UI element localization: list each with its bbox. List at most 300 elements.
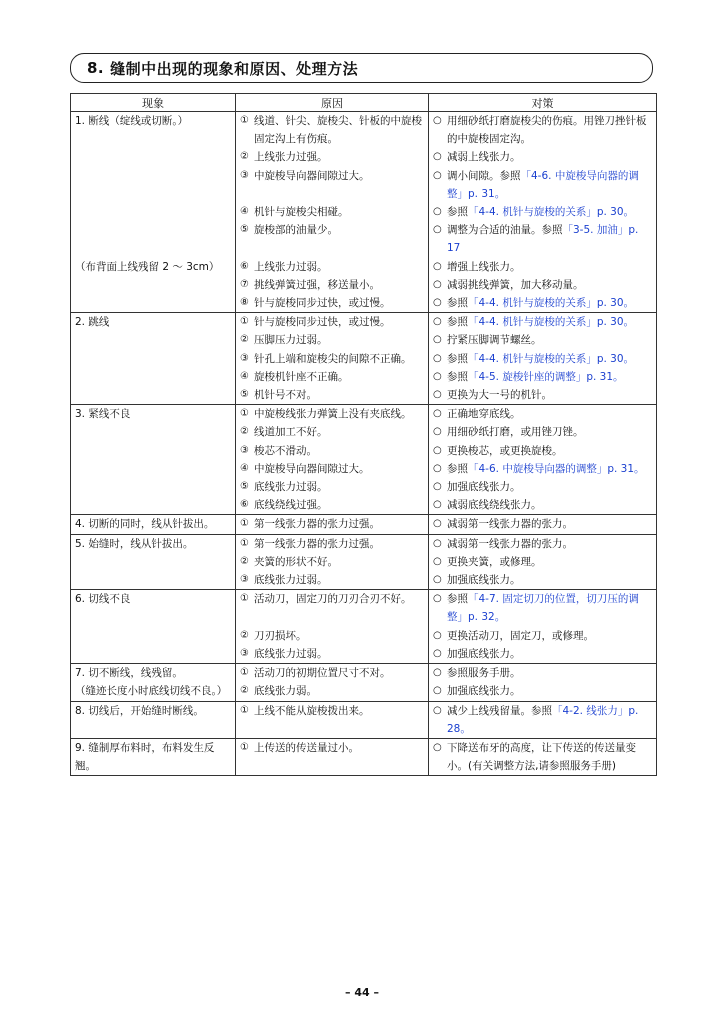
- solution-plain: 减弱第一线张力器的张力。: [447, 518, 573, 531]
- cause-text: 上传送的传送量过小。: [254, 741, 359, 754]
- solution-cell: [429, 682, 657, 701]
- cause-line: [240, 221, 425, 239]
- cause-line: [240, 423, 425, 441]
- table-row: [71, 442, 657, 460]
- solution-cell: [429, 167, 657, 203]
- cause-text: 中旋梭线张力弹簧上没有夹底线。: [254, 408, 412, 421]
- cause-text: 针与旋梭同步过快，或过慢。: [254, 316, 391, 329]
- cause-line: [240, 276, 425, 294]
- cause-cell: [236, 423, 429, 441]
- solution-cell: [429, 258, 657, 276]
- solution-plain: 增强上线张力。: [447, 260, 521, 273]
- solution-text: [447, 148, 653, 166]
- solution-cell: [429, 627, 657, 645]
- cause-number: ③: [240, 169, 249, 181]
- cause-line: [240, 112, 425, 148]
- phenomenon-text: 5. 始缝时，线从针拔出。: [75, 537, 194, 550]
- phenomenon-cell: [71, 460, 236, 478]
- table-row: [71, 258, 657, 276]
- solution-line: [433, 682, 653, 700]
- solution-cell: [429, 313, 657, 332]
- solution-line: [433, 496, 653, 514]
- cause-cell: [236, 664, 429, 683]
- solution-line: [433, 368, 653, 386]
- solution-text: [447, 460, 653, 478]
- solution-line: [433, 294, 653, 312]
- cause-line: [240, 590, 425, 608]
- phenomenon-cell: [71, 313, 236, 332]
- phenomenon-cell: [71, 221, 236, 257]
- solution-cell: [429, 405, 657, 424]
- table-row: [71, 368, 657, 386]
- cause-number: ①: [240, 704, 249, 716]
- table-row: [71, 571, 657, 590]
- cause-line: [240, 313, 425, 331]
- cause-cell: [236, 645, 429, 664]
- solution-cell: [429, 515, 657, 534]
- phenomenon-text: 2. 跳线: [75, 316, 110, 329]
- solution-line: [433, 739, 653, 775]
- cause-number: ⑦: [240, 278, 249, 290]
- circle-icon: ○: [433, 370, 442, 382]
- cause-line: [240, 496, 425, 514]
- solution-cell: [429, 460, 657, 478]
- cause-number: ④: [240, 206, 249, 218]
- phenomenon-cell: [71, 553, 236, 571]
- table-row: [71, 460, 657, 478]
- section-number: 8.: [87, 59, 105, 77]
- reference-link[interactable]: 「4-2. 线张力」p. 28。: [447, 704, 639, 735]
- circle-icon: ○: [433, 462, 442, 474]
- phenomenon-text: 4. 切断的同时，线从针拔出。: [75, 518, 215, 531]
- reference-link[interactable]: 「4-6. 中旋梭导向器的调整」p. 31。: [468, 462, 645, 475]
- solution-plain: 减弱底线绕线张力。: [447, 499, 542, 512]
- cause-text: 中旋梭导向器间隙过大。: [254, 169, 370, 182]
- phenomenon-cell: [71, 203, 236, 221]
- circle-icon: ○: [433, 334, 442, 346]
- solution-line: [433, 627, 653, 645]
- table-row: [71, 148, 657, 166]
- solution-plain: 用细砂纸打磨，或用锉刀锉。: [447, 426, 584, 439]
- circle-icon: ○: [433, 169, 442, 181]
- cause-cell: [236, 496, 429, 515]
- solution-line: [433, 203, 653, 221]
- cause-cell: [236, 590, 429, 627]
- solution-plain: 减弱第一线张力器的张力。: [447, 537, 573, 550]
- solution-cell: [429, 645, 657, 664]
- table-row: [71, 112, 657, 149]
- solution-text: [447, 682, 653, 700]
- cause-number: ⑤: [240, 224, 249, 236]
- solution-text: [447, 645, 653, 663]
- cause-line: [240, 535, 425, 553]
- circle-icon: ○: [433, 537, 442, 549]
- solution-plain: 加强底线张力。: [447, 647, 521, 660]
- cause-line: [240, 203, 425, 221]
- solution-text: [447, 702, 653, 738]
- reference-link[interactable]: 「3-5. 加油」p. 17: [447, 224, 639, 255]
- solution-plain: 拧紧压脚调节螺丝。: [447, 334, 542, 347]
- cause-line: [240, 294, 425, 312]
- table-row: [71, 496, 657, 515]
- cause-cell: [236, 276, 429, 294]
- cause-cell: [236, 701, 429, 738]
- solution-line: [433, 702, 653, 738]
- cause-line: [240, 627, 425, 645]
- cause-number: ②: [240, 685, 249, 697]
- circle-icon: ○: [433, 151, 442, 163]
- circle-icon: ○: [433, 667, 442, 679]
- solution-plain: 减弱上线张力。: [447, 151, 521, 164]
- cause-line: [240, 478, 425, 496]
- cause-text: 第一线张力器的张力过强。: [254, 518, 380, 531]
- phenomenon-cell: [71, 148, 236, 166]
- cause-number: ①: [240, 408, 249, 420]
- circle-icon: ○: [433, 574, 442, 586]
- solution-plain: 调小间隙。参照: [447, 169, 521, 182]
- circle-icon: ○: [433, 685, 442, 697]
- cause-line: [240, 553, 425, 571]
- cause-text: 底线张力弱。: [254, 685, 317, 698]
- phenomenon-text: 9. 缝制厚布料时，布料发生反翘。: [75, 741, 215, 773]
- solution-line: [433, 590, 653, 626]
- reference-link[interactable]: 「4-4. 机针与旋梭的关系」p. 30。: [468, 316, 635, 329]
- circle-icon: ○: [433, 518, 442, 530]
- cause-number: ①: [240, 593, 249, 605]
- circle-icon: ○: [433, 426, 442, 438]
- reference-link[interactable]: 「4-4. 机针与旋梭的关系」p. 30。: [468, 297, 635, 310]
- cause-text: 上线不能从旋梭拨出来。: [254, 704, 370, 717]
- solution-cell: [429, 331, 657, 349]
- solution-line: [433, 167, 653, 203]
- solution-plain: 加强底线张力。: [447, 574, 521, 587]
- cause-cell: [236, 167, 429, 203]
- solution-text: [447, 368, 653, 386]
- solution-plain: 参照: [447, 593, 468, 606]
- header-phenomenon: 现象: [71, 94, 236, 112]
- solution-line: [433, 112, 653, 148]
- reference-link[interactable]: 「4-7. 固定切刀的位置，切刀压的调整」p. 32。: [447, 593, 639, 624]
- table-row: [71, 553, 657, 571]
- cause-text: 夹簧的形状不好。: [254, 555, 338, 568]
- table-row: [71, 590, 657, 627]
- cause-number: ⑥: [240, 499, 249, 511]
- solution-cell: [429, 496, 657, 515]
- table-row: [71, 478, 657, 496]
- solution-plain: 参照: [447, 352, 468, 365]
- solution-plain: 参照: [447, 206, 468, 219]
- cause-text: 压脚压力过弱。: [254, 334, 328, 347]
- phenomenon-text: 6. 切线不良: [75, 593, 131, 606]
- header-solution: 对策: [429, 94, 657, 112]
- circle-icon: ○: [433, 260, 442, 272]
- solution-line: [433, 350, 653, 368]
- cause-number: ①: [240, 316, 249, 328]
- cause-text: 第一线张力器的张力过强。: [254, 537, 380, 550]
- cause-number: ⑥: [240, 260, 249, 272]
- cause-line: [240, 148, 425, 166]
- table-row: [71, 645, 657, 664]
- table-row: [71, 386, 657, 405]
- phenomenon-cell: [71, 738, 236, 775]
- table-row: [71, 682, 657, 701]
- phenomenon-cell: [71, 645, 236, 664]
- cause-cell: [236, 148, 429, 166]
- cause-cell: [236, 478, 429, 496]
- solution-line: [433, 276, 653, 294]
- cause-text: 底线张力过弱。: [254, 574, 328, 587]
- solution-text: [447, 112, 653, 148]
- solution-cell: [429, 664, 657, 683]
- solution-plain: 减少上线残留量。参照: [447, 704, 552, 717]
- solution-text: [447, 442, 653, 460]
- phenomenon-text: 7. 切不断线，线残留。: [75, 667, 183, 680]
- solution-line: [433, 515, 653, 533]
- solution-text: [447, 167, 653, 203]
- cause-line: [240, 571, 425, 589]
- phenomenon-cell: [71, 405, 236, 424]
- phenomenon-cell: [71, 590, 236, 627]
- cause-text: 活动刀，固定刀的刀刃合刃不好。: [254, 593, 412, 606]
- table-row: [71, 313, 657, 332]
- solution-line: [433, 386, 653, 404]
- cause-line: [240, 515, 425, 533]
- cause-cell: [236, 112, 429, 149]
- solution-text: [447, 423, 653, 441]
- circle-icon: ○: [433, 115, 442, 126]
- solution-line: [433, 478, 653, 496]
- cause-text: 中旋梭导向器间隙过大。: [254, 462, 370, 475]
- solution-plain: 调整为合适的油量。参照: [447, 224, 563, 237]
- circle-icon: ○: [433, 499, 442, 511]
- solution-cell: [429, 738, 657, 775]
- cause-line: [240, 702, 425, 720]
- cause-line: [240, 739, 425, 757]
- solution-text: [447, 313, 653, 331]
- solution-line: [433, 535, 653, 553]
- cause-cell: [236, 313, 429, 332]
- solution-plain: 正确地穿底线。: [447, 408, 521, 421]
- solution-plain: 参照: [447, 462, 468, 475]
- solution-cell: [429, 571, 657, 590]
- solution-plain: 更换夹簧，或修理。: [447, 555, 542, 568]
- cause-line: [240, 368, 425, 386]
- cause-cell: [236, 331, 429, 349]
- cause-number: ①: [240, 518, 249, 530]
- solution-text: [447, 739, 653, 775]
- solution-plain: 用细砂纸打磨旋梭尖的伤痕。用锉刀挫针板的中旋梭固定沟。: [447, 115, 647, 146]
- cause-text: 线道加工不好。: [254, 426, 328, 439]
- circle-icon: ○: [433, 389, 442, 401]
- cause-text: 底线绕线过强。: [254, 499, 328, 512]
- circle-icon: ○: [433, 444, 442, 456]
- reference-link[interactable]: 「4-6. 中旋梭导向器的调整」p. 31。: [447, 169, 639, 200]
- table-row: [71, 203, 657, 221]
- cause-cell: [236, 627, 429, 645]
- solution-text: [447, 258, 653, 276]
- cause-number: ⑤: [240, 389, 249, 401]
- solution-cell: [429, 478, 657, 496]
- cause-text: 机针与旋梭尖相碰。: [254, 206, 349, 219]
- solution-cell: [429, 350, 657, 368]
- cause-number: ③: [240, 574, 249, 586]
- cause-cell: [236, 350, 429, 368]
- cause-cell: [236, 553, 429, 571]
- cause-number: ⑤: [240, 481, 249, 493]
- table-row: [71, 350, 657, 368]
- solution-cell: [429, 442, 657, 460]
- cause-number: ④: [240, 462, 249, 474]
- cause-text: 旋梭部的油量少。: [254, 224, 338, 237]
- cause-line: [240, 405, 425, 423]
- cause-cell: [236, 442, 429, 460]
- cause-line: [240, 350, 425, 368]
- cause-number: ③: [240, 444, 249, 456]
- reference-link[interactable]: 「4-5. 旋梭针座的调整」p. 31。: [468, 370, 624, 383]
- circle-icon: ○: [433, 555, 442, 567]
- table-row: [71, 423, 657, 441]
- solution-plain: 更换活动刀，固定刀，或修理。: [447, 629, 594, 642]
- circle-icon: ○: [433, 408, 442, 420]
- cause-text: 活动刀的初期位置尺寸不对。: [254, 667, 391, 680]
- phenomenon-cell: [71, 423, 236, 441]
- section-title: [70, 53, 653, 83]
- phenomenon-cell: [71, 442, 236, 460]
- solution-cell: [429, 221, 657, 257]
- cause-cell: [236, 386, 429, 405]
- phenomenon-text: 3. 紧线不良: [75, 408, 131, 421]
- page-number: – 44 –: [345, 986, 379, 999]
- circle-icon: ○: [433, 704, 442, 716]
- cause-number: ④: [240, 370, 249, 382]
- solution-text: [447, 553, 653, 571]
- cause-number: ③: [240, 352, 249, 364]
- cause-line: [240, 645, 425, 663]
- table-row: [71, 405, 657, 424]
- solution-cell: [429, 590, 657, 627]
- cause-line: [240, 664, 425, 682]
- solution-plain: 下降送布牙的高度，让下传送的传送量变小。(有关调整方法,请参照服务手册): [447, 741, 636, 773]
- phenomenon-text: 1. 断线（绽线或切断。）: [75, 115, 189, 127]
- circle-icon: ○: [433, 481, 442, 493]
- solution-line: [433, 645, 653, 663]
- solution-cell: [429, 701, 657, 738]
- cause-number: ②: [240, 629, 249, 641]
- table-header-row: [71, 94, 657, 112]
- phenomenon-cell: [71, 515, 236, 534]
- solution-plain: 减弱挑线弹簧，加大移动量。: [447, 278, 584, 291]
- cause-cell: [236, 221, 429, 257]
- section-title-text: 缝制中出现的现象和原因、处理方法: [110, 59, 359, 78]
- solution-text: [447, 294, 653, 312]
- phenomenon-cell: [71, 112, 236, 149]
- circle-icon: ○: [433, 741, 442, 753]
- phenomenon-cell: [71, 664, 236, 683]
- phenomenon-cell: [71, 571, 236, 590]
- cause-text: 针与旋梭同步过快，或过慢。: [254, 297, 391, 310]
- solution-plain: 参照: [447, 316, 468, 329]
- table-row: [71, 515, 657, 534]
- phenomenon-cell: [71, 331, 236, 349]
- cause-text: 刀刃损坏。: [254, 629, 307, 642]
- table-row: [71, 534, 657, 553]
- solution-line: [433, 664, 653, 682]
- solution-text: [447, 331, 653, 349]
- solution-plain: 加强底线张力。: [447, 685, 521, 698]
- solution-text: [447, 535, 653, 553]
- circle-icon: ○: [433, 297, 442, 309]
- solution-cell: [429, 553, 657, 571]
- circle-icon: ○: [433, 647, 442, 659]
- cause-text: 线道、针尖、旋梭尖、针板的中旋梭固定沟上有伤痕。: [254, 115, 422, 146]
- cause-cell: [236, 571, 429, 590]
- solution-cell: [429, 534, 657, 553]
- solution-plain: 参照: [447, 297, 468, 310]
- table-row: [71, 167, 657, 203]
- cause-line: [240, 386, 425, 404]
- table-body: [71, 112, 657, 776]
- solution-text: [447, 496, 653, 514]
- cause-line: [240, 258, 425, 276]
- solution-text: [447, 590, 653, 626]
- table-row: [71, 627, 657, 645]
- cause-text: 旋梭机针座不正确。: [254, 370, 349, 383]
- solution-line: [433, 423, 653, 441]
- cause-number: ②: [240, 151, 249, 163]
- circle-icon: ○: [433, 206, 442, 218]
- solution-text: [447, 571, 653, 589]
- solution-cell: [429, 386, 657, 405]
- solution-line: [433, 258, 653, 276]
- solution-plain: 参照服务手册。: [447, 667, 521, 680]
- solution-plain: 更换梭芯，或更换旋梭。: [447, 444, 563, 457]
- solution-plain: 参照: [447, 370, 468, 383]
- table-row: [71, 701, 657, 738]
- table-row: [71, 738, 657, 775]
- phenomenon-cell: [71, 368, 236, 386]
- reference-link[interactable]: 「4-4. 机针与旋梭的关系」p. 30。: [468, 352, 635, 365]
- cause-number: ①: [240, 667, 249, 679]
- solution-text: [447, 627, 653, 645]
- cause-cell: [236, 203, 429, 221]
- cause-line: [240, 167, 425, 185]
- cause-number: ②: [240, 555, 249, 567]
- solution-text: [447, 221, 653, 257]
- cause-number: ①: [240, 741, 249, 753]
- phenomenon-cell: [71, 294, 236, 313]
- solution-cell: [429, 276, 657, 294]
- cause-text: 底线张力过弱。: [254, 647, 328, 660]
- cause-text: 上线张力过弱。: [254, 260, 328, 273]
- cause-line: [240, 682, 425, 700]
- table-row: [71, 221, 657, 257]
- cause-cell: [236, 682, 429, 701]
- cause-number: ②: [240, 334, 249, 346]
- cause-text: 梭芯不滑动。: [254, 444, 317, 457]
- phenomenon-cell: [71, 386, 236, 405]
- solution-plain: 更换为大一号的机针。: [447, 389, 552, 402]
- cause-number: ⑧: [240, 297, 249, 309]
- cause-line: [240, 460, 425, 478]
- solution-cell: [429, 148, 657, 166]
- cause-text: 挑线弹簧过强，移送量小。: [254, 278, 380, 291]
- circle-icon: ○: [433, 316, 442, 328]
- solution-line: [433, 442, 653, 460]
- solution-plain: 加强底线张力。: [447, 481, 521, 494]
- table-row: [71, 331, 657, 349]
- cause-text: 底线张力过弱。: [254, 481, 328, 494]
- reference-link[interactable]: 「4-4. 机针与旋梭的关系」p. 30。: [468, 206, 635, 219]
